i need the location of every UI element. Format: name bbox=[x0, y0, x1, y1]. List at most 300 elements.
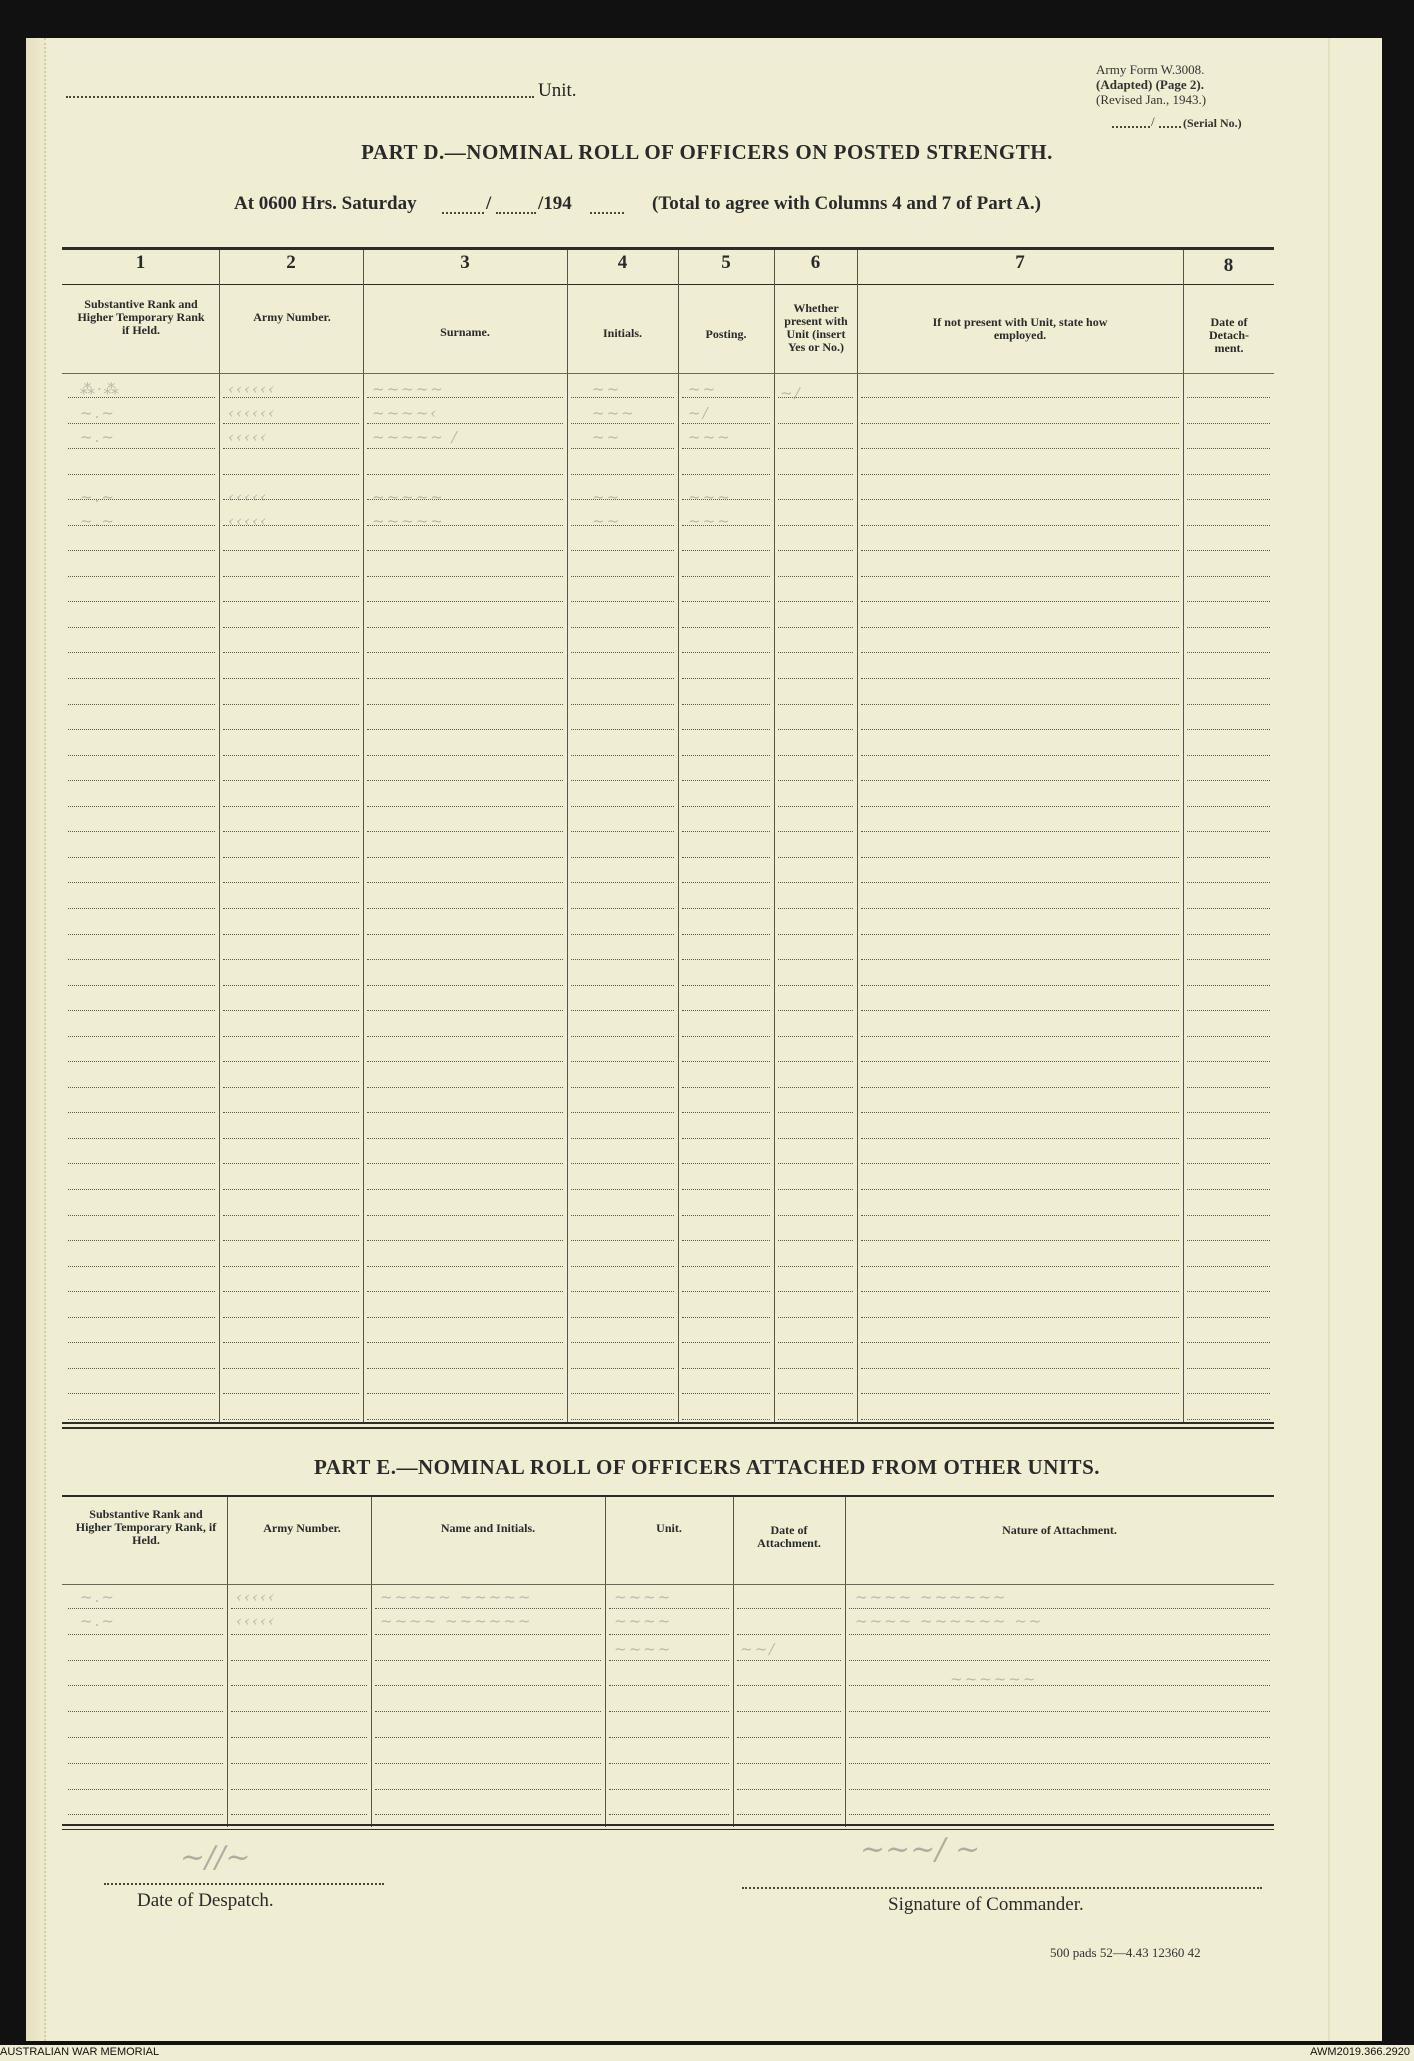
part-d-row-cell-line bbox=[778, 780, 853, 781]
part-d-row-cell-line bbox=[778, 448, 853, 449]
part-d-row-cell-line bbox=[682, 831, 770, 832]
part-d-row-cell-line bbox=[367, 959, 563, 960]
handwritten-entry: ~/ bbox=[688, 404, 710, 422]
part-d-row-cell-line bbox=[1187, 959, 1270, 960]
part-d-row-cell-line bbox=[571, 1240, 674, 1241]
part-d-row-cell-line bbox=[571, 423, 674, 424]
part-d-row-cell-line bbox=[367, 985, 563, 986]
part-d-row-cell-line bbox=[68, 550, 215, 551]
part-d-row-cell-line bbox=[223, 423, 359, 424]
part-d-row-cell-line bbox=[571, 474, 674, 475]
part-d-row-cell-line bbox=[223, 1240, 359, 1241]
handwritten-entry: ‹‹‹‹‹ bbox=[228, 512, 268, 530]
part-d-row-cell-line bbox=[682, 601, 770, 602]
part-d-row-cell-line bbox=[571, 1036, 674, 1037]
part-d-row-cell-line bbox=[1187, 1138, 1270, 1139]
part-d-row-cell-line bbox=[778, 499, 853, 500]
handwritten-entry: ~~ bbox=[592, 428, 622, 446]
part-d-row-cell-line bbox=[1187, 1087, 1270, 1088]
part-d-row-cell-line bbox=[861, 474, 1179, 475]
part-d-row-cell-line bbox=[861, 1215, 1179, 1216]
part-d-row-cell-line bbox=[571, 780, 674, 781]
part-d-row-cell-line bbox=[367, 704, 563, 705]
unit-field[interactable] bbox=[66, 96, 534, 98]
part-d-row-cell-line bbox=[367, 1291, 563, 1292]
part-d-row-cell-line bbox=[68, 1138, 215, 1139]
part-d-row-cell-line bbox=[68, 576, 215, 577]
part-d-row-cell-line bbox=[778, 1138, 853, 1139]
handwritten-entry: ~~~~ bbox=[614, 1640, 673, 1658]
part-d-row-cell-line bbox=[778, 959, 853, 960]
serial-field-2[interactable] bbox=[1159, 126, 1181, 128]
part-d-row-cell-line bbox=[68, 831, 215, 832]
part-d-row-cell-line bbox=[778, 474, 853, 475]
part-e-row-cell-line bbox=[737, 1608, 841, 1609]
part-d-row-cell-line bbox=[778, 601, 853, 602]
handwritten-entry: ~~~~~ / bbox=[372, 428, 459, 446]
part-d-row-cell-line bbox=[367, 1342, 563, 1343]
part-d-row-cell-line bbox=[571, 806, 674, 807]
part-d-row-cell-line bbox=[223, 448, 359, 449]
part-e-row-cell-line bbox=[231, 1660, 367, 1661]
part-d-row-cell-line bbox=[1187, 934, 1270, 935]
part-d-row-cell-line bbox=[367, 1266, 563, 1267]
part-d-row-cell-line bbox=[223, 1163, 359, 1164]
part-d-row-cell-line bbox=[778, 1291, 853, 1292]
part-e-row-cell-line bbox=[231, 1634, 367, 1635]
part-d-row-cell-line bbox=[1187, 780, 1270, 781]
part-d-row-cell-line bbox=[367, 1393, 563, 1394]
col-divider-7 bbox=[1183, 250, 1184, 1422]
handwritten-entry: ~~~~~ bbox=[372, 488, 445, 506]
part-e-row-cell-line bbox=[609, 1789, 729, 1790]
handwritten-entry: ~~~~~ bbox=[372, 512, 445, 530]
handwritten-entry: ~~ bbox=[688, 380, 718, 398]
part-d-row-cell-line bbox=[778, 831, 853, 832]
part-e-row-cell-line bbox=[849, 1763, 1270, 1764]
part-d-row-cell-line bbox=[68, 678, 215, 679]
col-header-rank: Substantive Rank and Higher Temporary Rank if Held. bbox=[77, 297, 205, 337]
part-d-row-cell-line bbox=[778, 1112, 853, 1113]
part-d-row-cell-line bbox=[778, 1189, 853, 1190]
part-d-row-cell-line bbox=[778, 1036, 853, 1037]
part-e-row-cell-line bbox=[737, 1737, 841, 1738]
part-d-row-cell-line bbox=[861, 1291, 1179, 1292]
part-d-row-cell-line bbox=[571, 1291, 674, 1292]
part-d-row-cell-line bbox=[223, 1112, 359, 1113]
part-e-row-cell-line bbox=[68, 1789, 223, 1790]
part-d-row-cell-line bbox=[68, 857, 215, 858]
handwritten-entry: ~~ bbox=[592, 488, 622, 506]
part-d-row-cell-line bbox=[861, 1138, 1179, 1139]
part-d-row-cell-line bbox=[1187, 882, 1270, 883]
part-d-row-cell-line bbox=[68, 627, 215, 628]
part-d-row-cell-line bbox=[861, 576, 1179, 577]
part-d-row-cell-line bbox=[571, 1342, 674, 1343]
part-e-row-cell-line bbox=[375, 1660, 601, 1661]
part-d-row-cell-line bbox=[223, 1266, 359, 1267]
handwritten-entry: ‹‹‹‹‹ bbox=[236, 1588, 276, 1606]
part-d-row-cell-line bbox=[861, 831, 1179, 832]
part-d-row-cell-line bbox=[367, 755, 563, 756]
col-number-4: 4 bbox=[617, 252, 628, 273]
part-d-row-cell-line bbox=[367, 1087, 563, 1088]
signature-field[interactable] bbox=[742, 1887, 1262, 1889]
part-d-row-cell-line bbox=[682, 423, 770, 424]
handwritten-entry: ‹‹‹‹‹ bbox=[228, 428, 268, 446]
part-d-row-cell-line bbox=[367, 1419, 563, 1420]
part-d-row-cell-line bbox=[682, 1419, 770, 1420]
part-d-row-cell-line bbox=[223, 959, 359, 960]
part-e-row-cell-line bbox=[849, 1814, 1270, 1815]
part-e-header-date: Date of Attachment. bbox=[757, 1523, 821, 1550]
part-d-row-cell-line bbox=[571, 959, 674, 960]
part-d-row-cell-line bbox=[223, 934, 359, 935]
part-d-row-cell-line bbox=[367, 652, 563, 653]
part-d-row-cell-line bbox=[861, 729, 1179, 730]
unit-label: Unit. bbox=[538, 80, 577, 101]
part-d-row-cell-line bbox=[1187, 423, 1270, 424]
month-field[interactable] bbox=[496, 212, 536, 214]
part-d-row-cell-line bbox=[682, 474, 770, 475]
part-d-row-cell-line bbox=[861, 1368, 1179, 1369]
part-d-row-cell-line bbox=[778, 1087, 853, 1088]
part-d-row-cell-line bbox=[682, 1138, 770, 1139]
handwritten-entry: ~~~~~~ bbox=[950, 1670, 1038, 1688]
part-d-row-cell-line bbox=[571, 985, 674, 986]
part-d-row-cell-line bbox=[68, 1112, 215, 1113]
form-reference bbox=[1096, 62, 1206, 107]
part-d-row-cell-line bbox=[861, 1036, 1179, 1037]
part-d-row-cell-line bbox=[571, 652, 674, 653]
part-d-row-cell-line bbox=[861, 806, 1179, 807]
part-d-row-cell-line bbox=[367, 1215, 563, 1216]
credit-bar bbox=[0, 2045, 1414, 2061]
part-e-row-cell-line bbox=[737, 1763, 841, 1764]
part-d-row-cell-line bbox=[571, 1163, 674, 1164]
part-d-row-cell-line bbox=[68, 806, 215, 807]
col-number-1: 1 bbox=[135, 252, 146, 273]
part-d-row-cell-line bbox=[1187, 1163, 1270, 1164]
part-d-row-cell-line bbox=[682, 1317, 770, 1318]
part-d-row-cell-line bbox=[778, 908, 853, 909]
part-d-row-cell-line bbox=[223, 1393, 359, 1394]
col-divider-3 bbox=[567, 250, 568, 1422]
part-e-header-name: Name and Initials. bbox=[440, 1521, 536, 1535]
part-d-row-cell-line bbox=[778, 423, 853, 424]
part-e-row-cell-line bbox=[231, 1608, 367, 1609]
part-d-row-cell-line bbox=[571, 857, 674, 858]
part-d-row-cell-line bbox=[571, 627, 674, 628]
part-d-row-cell-line bbox=[223, 627, 359, 628]
part-e-row-cell-line bbox=[68, 1814, 223, 1815]
part-e-row-cell-line bbox=[737, 1789, 841, 1790]
part-d-row-cell-line bbox=[1187, 1291, 1270, 1292]
part-d-row-cell-line bbox=[68, 985, 215, 986]
part-d-row-cell-line bbox=[682, 704, 770, 705]
part-d-row-cell-line bbox=[68, 1240, 215, 1241]
part-e-row-cell-line bbox=[231, 1737, 367, 1738]
part-d-row-cell-line bbox=[1187, 1061, 1270, 1062]
part-e-title: PART E.—NOMINAL ROLL OF OFFICERS ATTACHED FROM OTHER UNITS. bbox=[313, 1455, 1100, 1479]
part-d-row-cell-line bbox=[778, 755, 853, 756]
handwritten-entry: ~~~ bbox=[592, 404, 636, 422]
part-d-row-cell-line bbox=[682, 1342, 770, 1343]
part-e-row-cell-line bbox=[231, 1814, 367, 1815]
part-d-row-cell-line bbox=[367, 780, 563, 781]
part-d-row-cell-line bbox=[571, 601, 674, 602]
part-d-row-cell-line bbox=[778, 1163, 853, 1164]
col-number-6: 6 bbox=[810, 252, 821, 273]
part-e-bottom-rule bbox=[62, 1824, 1274, 1826]
date-slash: / bbox=[486, 193, 492, 214]
part-d-row-cell-line bbox=[861, 1266, 1179, 1267]
part-d-row-cell-line bbox=[571, 1215, 674, 1216]
part-d-row-cell-line bbox=[68, 1342, 215, 1343]
part-d-row-cell-line bbox=[571, 704, 674, 705]
part-d-row-cell-line bbox=[367, 678, 563, 679]
part-d-row-cell-line bbox=[367, 1138, 563, 1139]
part-d-row-cell-line bbox=[778, 1393, 853, 1394]
part-d-row-cell-line bbox=[1187, 499, 1270, 500]
part-d-row-cell-line bbox=[1187, 1419, 1270, 1420]
part-d-row-cell-line bbox=[223, 755, 359, 756]
year-field[interactable] bbox=[590, 212, 624, 214]
part-d-row-cell-line bbox=[861, 780, 1179, 781]
part-d-row-cell-line bbox=[571, 755, 674, 756]
part-d-row-cell-line bbox=[1187, 1342, 1270, 1343]
col-header-posting: Posting. bbox=[705, 327, 747, 341]
part-d-row-cell-line bbox=[778, 550, 853, 551]
part-d-row-cell-line bbox=[223, 1189, 359, 1190]
part-d-row-cell-line bbox=[223, 908, 359, 909]
part-d-row-cell-line bbox=[223, 806, 359, 807]
part-d-row-cell-line bbox=[861, 985, 1179, 986]
part-d-row-cell-line bbox=[1187, 985, 1270, 986]
print-code: 500 pads 52—4.43 12360 42 bbox=[1050, 1945, 1201, 1960]
part-e-header-unit: Unit. bbox=[656, 1521, 682, 1535]
part-d-row-cell-line bbox=[861, 1163, 1179, 1164]
part-d-row-cell-line bbox=[778, 652, 853, 653]
part-d-row-cell-line bbox=[367, 576, 563, 577]
part-d-row-cell-line bbox=[682, 627, 770, 628]
number-row-rule bbox=[62, 284, 1274, 285]
credit-left: AUSTRALIAN WAR MEMORIAL bbox=[0, 2046, 160, 2058]
part-d-row-cell-line bbox=[682, 550, 770, 551]
part-d-row-cell-line bbox=[571, 882, 674, 883]
part-d-row-cell-line bbox=[778, 1010, 853, 1011]
handwritten-entry: ~~~~ ~~~~~~ bbox=[855, 1588, 1008, 1606]
col-divider-1 bbox=[219, 250, 220, 1422]
handwritten-entry: ⁂·⁂ bbox=[80, 380, 121, 398]
part-d-row-cell-line bbox=[223, 474, 359, 475]
part-d-row-cell-line bbox=[778, 1317, 853, 1318]
handwritten-entry: ~.~ bbox=[80, 404, 116, 422]
part-d-row-cell-line bbox=[861, 1419, 1179, 1420]
part-d-row-cell-line bbox=[861, 934, 1179, 935]
part-d-row-cell-line bbox=[1187, 448, 1270, 449]
part-d-row-cell-line bbox=[571, 831, 674, 832]
part-d-row-cell-line bbox=[223, 780, 359, 781]
handwritten-entry: ~~~ bbox=[688, 428, 732, 446]
part-d-row-cell-line bbox=[861, 1087, 1179, 1088]
part-d-row-cell-line bbox=[571, 499, 674, 500]
part-e-row-cell-line bbox=[375, 1814, 601, 1815]
part-d-row-cell-line bbox=[68, 652, 215, 653]
part-d-row-cell-line bbox=[223, 831, 359, 832]
part-d-row-cell-line bbox=[861, 959, 1179, 960]
part-e-row-cell-line bbox=[849, 1660, 1270, 1661]
part-d-row-cell-line bbox=[367, 729, 563, 730]
part-d-row-cell-line bbox=[68, 780, 215, 781]
part-d-row-cell-line bbox=[1187, 729, 1270, 730]
part-d-row-cell-line bbox=[68, 934, 215, 935]
part-d-row-cell-line bbox=[682, 678, 770, 679]
part-d-row-cell-line bbox=[778, 1215, 853, 1216]
time-label: At 0600 Hrs. Saturday bbox=[234, 193, 417, 214]
part-d-row-cell-line bbox=[367, 908, 563, 909]
part-e-row-cell-line bbox=[737, 1634, 841, 1635]
part-d-row-cell-line bbox=[223, 1036, 359, 1037]
part-d-row-cell-line bbox=[861, 678, 1179, 679]
part-d-row-cell-line bbox=[1187, 1266, 1270, 1267]
part-d-row-cell-line bbox=[861, 652, 1179, 653]
part-d-row-cell-line bbox=[223, 601, 359, 602]
part-d-row-cell-line bbox=[861, 857, 1179, 858]
part-e-row-cell-line bbox=[68, 1763, 223, 1764]
handwritten-entry: ~~~~~ bbox=[372, 380, 445, 398]
part-d-row-cell-line bbox=[682, 652, 770, 653]
part-d-row-cell-line bbox=[68, 1087, 215, 1088]
table-top-rule bbox=[62, 247, 1274, 250]
despatch-date-field[interactable] bbox=[104, 1883, 384, 1885]
part-e-row-cell-line bbox=[375, 1711, 601, 1712]
part-d-row-cell-line bbox=[1187, 806, 1270, 807]
part-d-row-cell-line bbox=[571, 1010, 674, 1011]
serial-slash: / bbox=[1151, 114, 1155, 129]
part-d-row-cell-line bbox=[861, 1112, 1179, 1113]
handwritten-entry: ~/ bbox=[780, 384, 802, 402]
part-e-row-cell-line bbox=[609, 1814, 729, 1815]
part-d-row-cell-line bbox=[367, 831, 563, 832]
part-d-row-cell-line bbox=[682, 1189, 770, 1190]
part-e-row-cell-line bbox=[609, 1660, 729, 1661]
part-d-row-cell-line bbox=[571, 576, 674, 577]
part-d-row-cell-line bbox=[68, 1368, 215, 1369]
part-e-divider-3 bbox=[605, 1497, 606, 1827]
part-d-row-cell-line bbox=[682, 1163, 770, 1164]
handwritten-entry: ~~~~ ~~~~~~ bbox=[380, 1612, 533, 1630]
table-bottom-rule-2 bbox=[62, 1427, 1274, 1429]
part-d-row-cell-line bbox=[223, 882, 359, 883]
part-e-row-cell-line bbox=[68, 1685, 223, 1686]
part-e-header-nature: Nature of Attachment. bbox=[1002, 1523, 1117, 1537]
serial-field-1[interactable] bbox=[1112, 126, 1150, 128]
part-d-row-cell-line bbox=[68, 729, 215, 730]
part-d-row-cell-line bbox=[571, 1189, 674, 1190]
part-e-row-cell-line bbox=[375, 1763, 601, 1764]
part-e-row-cell-line bbox=[849, 1711, 1270, 1712]
table-bottom-rule bbox=[62, 1422, 1274, 1424]
part-d-row-cell-line bbox=[68, 1215, 215, 1216]
part-d-row-cell-line bbox=[861, 1342, 1179, 1343]
part-d-row-cell-line bbox=[68, 1061, 215, 1062]
part-d-row-cell-line bbox=[571, 1419, 674, 1420]
part-d-row-cell-line bbox=[68, 1317, 215, 1318]
handwritten-entry: ~~ bbox=[592, 380, 622, 398]
part-d-row-cell-line bbox=[68, 448, 215, 449]
part-d-row-cell-line bbox=[778, 806, 853, 807]
part-d-row-cell-line bbox=[68, 474, 215, 475]
part-d-row-cell-line bbox=[223, 1087, 359, 1088]
part-e-header-bottom-rule bbox=[62, 1584, 1274, 1585]
part-d-row-cell-line bbox=[68, 1036, 215, 1037]
part-d-row-cell-line bbox=[367, 1368, 563, 1369]
part-d-row-cell-line bbox=[68, 423, 215, 424]
part-d-row-cell-line bbox=[861, 525, 1179, 526]
part-d-row-cell-line bbox=[682, 1087, 770, 1088]
part-e-divider-4 bbox=[733, 1497, 734, 1827]
part-e-row-cell-line bbox=[609, 1685, 729, 1686]
part-d-row-cell-line bbox=[571, 397, 674, 398]
part-d-row-cell-line bbox=[682, 985, 770, 986]
part-d-row-cell-line bbox=[1187, 525, 1270, 526]
part-d-row-cell-line bbox=[571, 1368, 674, 1369]
handwritten-entry: ~~~~~ ~~~~~ bbox=[380, 1588, 533, 1606]
binding-holes bbox=[44, 38, 52, 2041]
part-d-row-cell-line bbox=[571, 1087, 674, 1088]
part-d-row-cell-line bbox=[778, 1368, 853, 1369]
part-d-row-cell-line bbox=[682, 882, 770, 883]
part-e-top-rule bbox=[62, 1495, 1274, 1497]
part-d-row-cell-line bbox=[68, 755, 215, 756]
part-d-row-cell-line bbox=[223, 1138, 359, 1139]
part-d-row-cell-line bbox=[861, 704, 1179, 705]
part-e-row-cell-line bbox=[737, 1685, 841, 1686]
handwritten-entry: ~.~ bbox=[80, 512, 116, 530]
part-e-row-cell-line bbox=[231, 1763, 367, 1764]
part-d-row-cell-line bbox=[367, 806, 563, 807]
part-d-row-cell-line bbox=[68, 1266, 215, 1267]
part-d-row-cell-line bbox=[682, 857, 770, 858]
part-d-row-cell-line bbox=[571, 1393, 674, 1394]
handwritten-entry: ~.~ bbox=[80, 488, 116, 506]
handwritten-entry: ~.~ bbox=[80, 1612, 116, 1630]
part-d-row-cell-line bbox=[1187, 1317, 1270, 1318]
day-field[interactable] bbox=[442, 212, 484, 214]
part-d-row-cell-line bbox=[367, 627, 563, 628]
part-d-row-cell-line bbox=[1187, 831, 1270, 832]
part-e-row-cell-line bbox=[68, 1660, 223, 1661]
part-d-row-cell-line bbox=[1187, 550, 1270, 551]
part-d-row-cell-line bbox=[223, 1215, 359, 1216]
part-e-divider-5 bbox=[845, 1497, 846, 1827]
part-d-row-cell-line bbox=[682, 934, 770, 935]
part-d-row-cell-line bbox=[682, 1240, 770, 1241]
handwritten-entry: ‹‹‹‹‹‹ bbox=[228, 404, 276, 422]
part-e-row-cell-line bbox=[375, 1685, 601, 1686]
part-d-row-cell-line bbox=[367, 857, 563, 858]
part-d-row-cell-line bbox=[682, 959, 770, 960]
despatch-date-label: Date of Despatch. bbox=[137, 1890, 274, 1911]
part-d-row-cell-line bbox=[571, 1061, 674, 1062]
part-d-row-cell-line bbox=[367, 1061, 563, 1062]
part-d-row-cell-line bbox=[223, 1010, 359, 1011]
part-d-row-cell-line bbox=[68, 959, 215, 960]
handwritten-entry: ~~~~‹ bbox=[372, 404, 439, 422]
form-number: Army Form W.3008. bbox=[1096, 62, 1205, 77]
handwritten-entry: ~~~ bbox=[688, 488, 732, 506]
